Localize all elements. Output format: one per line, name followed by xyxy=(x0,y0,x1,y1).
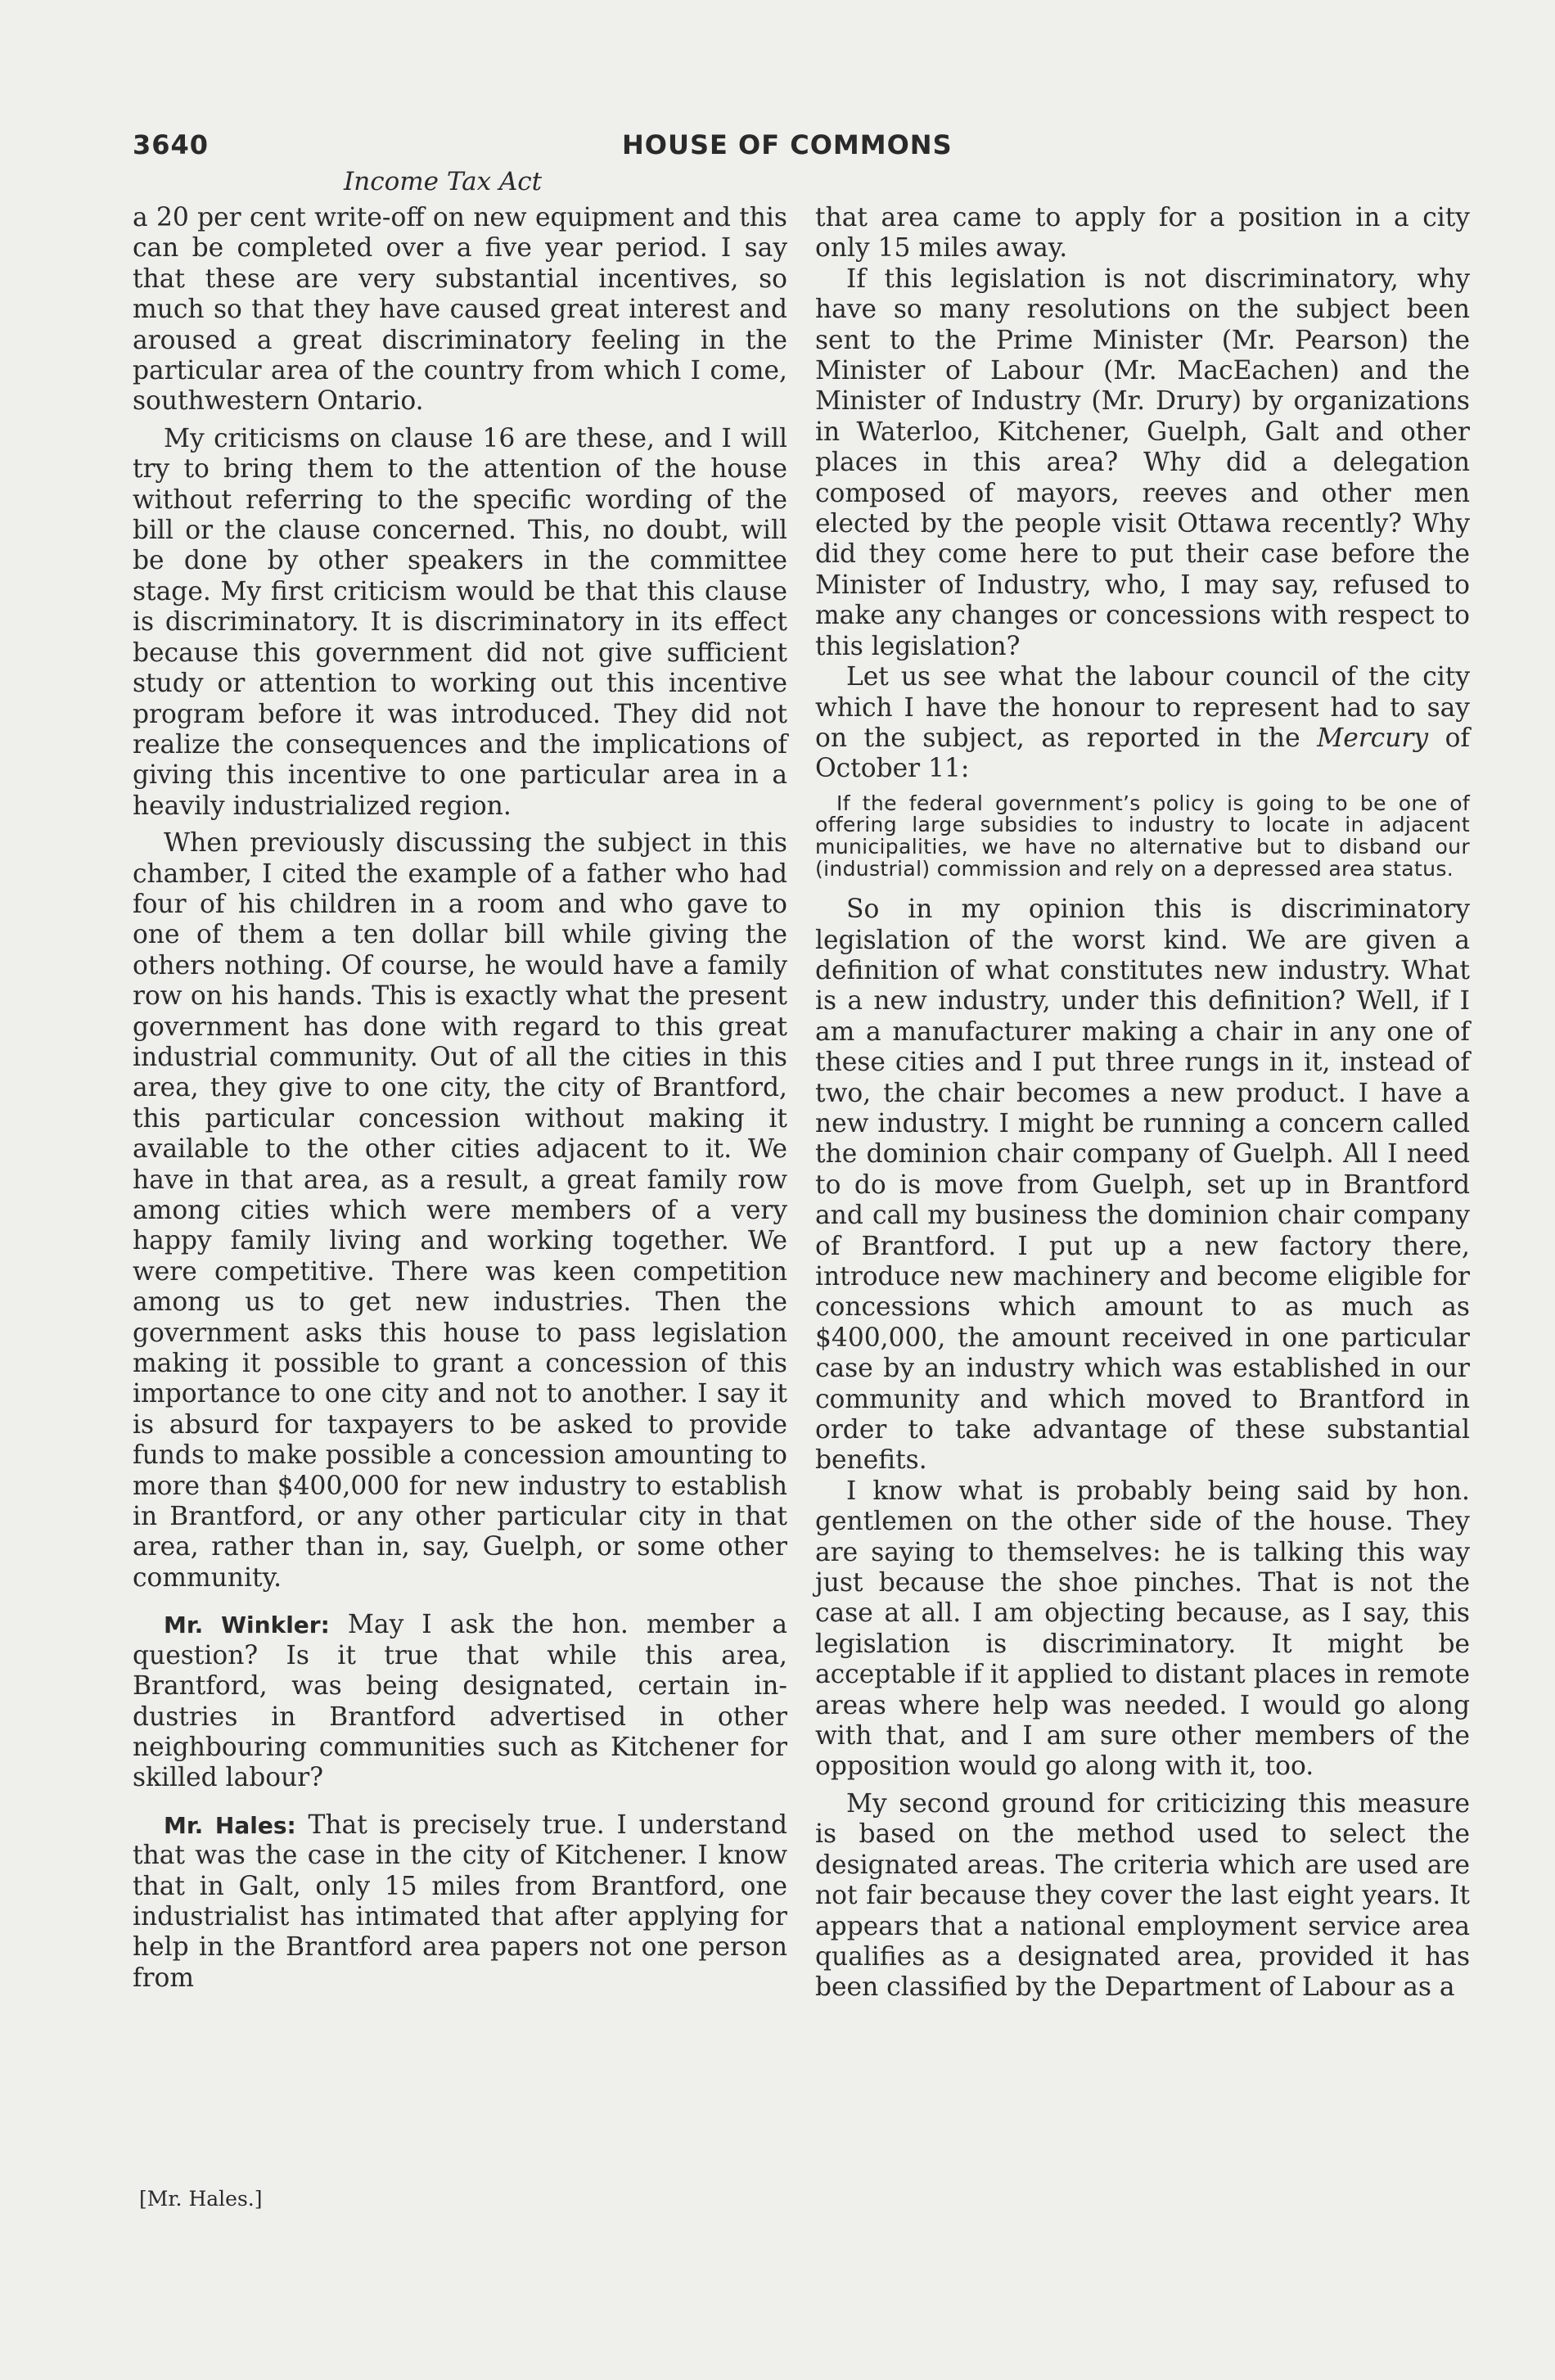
page-number: 3640 xyxy=(133,129,210,160)
paragraph xyxy=(815,662,1470,785)
left-column xyxy=(133,203,787,1994)
paragraph: I know what is probably being said by hon. gentlemen on the other side of the house. They are saying to themselves: he is talking this way just because the shoe pinches. That is not the case at all. I am objecting because, as I say, this legislation is discriminatory. It might be acceptable if it applied to distant places in remote areas where help was needed. I would go along with that, and I am sure other members of the opposition would go along with it, too. xyxy=(815,1476,1470,1782)
paragraph-text: Let us see what the labour council of the city which I have the honour to represent had to say on the subject, as reported in the xyxy=(815,662,1470,753)
block-quote xyxy=(815,793,1470,880)
newspaper-name: Mercury xyxy=(1317,723,1429,753)
page-subtitle: Income Tax Act xyxy=(344,167,543,196)
paragraph: that area came to apply for a position in a city only 15 miles away. xyxy=(815,203,1470,264)
paragraph: a 20 per cent write-off on new equipment and this can be completed over a five year period. I say that these are very substantial incentives, so much so that they have caused great interest and aroused a great discriminatory feeling in the particular area of the country from which I come, southwestern Ontario. xyxy=(133,203,787,417)
paragraph-text: of October 11: xyxy=(815,723,1470,784)
paragraph: My second ground for criticizing this measure is based on the method used to select the designated areas. The criteria which are used are not fair because they cover the last eight years. It appears that a national employment service area qualifies as a designated area, provided it has been classified by the Department of Labour as a xyxy=(815,1788,1470,2003)
paragraph: So in my opinion this is discriminatory legislation of the worst kind. We are given a definition of what constitutes new industry. What is a new industry, under this definition? Well, if I am a manufacturer making a chair in any one of these cities and I put three rungs in it, instead of two, the chair becomes a new product. I have a new industry. I might be running a concern called the dominion chair company of Guelph. All I need to do is move from Guelph, set up in Brantford and call my business the dominion chair company of Brantford. I put up a new factory there, introduce new machinery and become eligible for concessions which amount to as much as $400,000, the amount received in one particular case by an industry which was established in our community and which moved to Brantford in order to take advantage of these substantial benefits. xyxy=(815,895,1470,1476)
speech-hales xyxy=(133,1810,787,1994)
right-column xyxy=(815,203,1470,2004)
paragraph: My criticisms on clause 16 are these, and I will try to bring them to the attention of the house without referring to the specific wording of the bill or the clause concerned. This, no doubt, will be done by other speakers in the committee stage. My first criticism would be that this clause is discriminatory. It is discriminatory in its effect because this government did not give sufficient study or attention to working out this incentive program before it was introduced. They did not realize the consequences and the implications of giving this incentive to one particular area in a heavily industrialized region. xyxy=(133,423,787,821)
speaker-name: Mr. Winkler: xyxy=(164,1611,330,1639)
speech-winkler xyxy=(133,1610,787,1793)
speaker-footer: [Mr. Hales.] xyxy=(139,2187,263,2211)
quote-text: If the federal government’s policy is going to be one of offering large subsidies to industry to locate in adjacent municipalities, we have no alternative but to disband our (industrial) commission and rely on a depressed area status. xyxy=(815,791,1470,881)
paragraph: When previously discussing the subject in this chamber, I cited the example of a father who had four of his children in a room and who gave to one of them a ten dollar bill while giving the others nothing. Of course, he would have a family row on his hands. This is exactly what the present government has done with regard to this great industrial community. Out of all the cities in this area, they give to one city, the city of Brantford, this particular concession without making it available to the other cities adjacent to it. We have in that area, as a result, a great family row among cities which were members of a very happy family living and working together. We were competitive. There was keen competition among us to get new industries. Then the government asks this house to pass legislation making it possible to grant a concession of this importance to one city and not to another. I say it is absurd for taxpayers to be asked to provide funds to make possible a concession amounting to more than $400,000 for new industry to establish in Brantford, or any other particular city in that area, rather than in, say, Guelph, or some other community. xyxy=(133,828,787,1593)
speaker-name: Mr. Hales: xyxy=(164,1811,296,1839)
speech-text: That is precisely true. I understand that was the case in the city of Kitchener. I know that in Galt, only 15 miles from Brantford, one industrialist has intimated that after applying for help in the Brantford area papers not one person from xyxy=(133,1810,787,1993)
page-title: HOUSE OF COMMONS xyxy=(622,129,953,160)
paragraph: If this legislation is not discriminatory, why have so many resolutions on the subject been sent to the Prime Minister (Mr. Pearson) the Minister of Labour (Mr. MacEachen) and the Minister of Industry (Mr. Drury) by organizations in Waterloo, Kitchener, Guelph, Galt and other places in this area? Why did a delegation composed of mayors, reeves and other men elected by the people visit Ottawa recently? Why did they come here to put their case before the Minister of Industry, who, I may say, refused to make any changes or concessions with respect to this legislation? xyxy=(815,264,1470,661)
speech-text: May I ask the hon. member a question? Is it true that while this area, Brantford, was being designated, certain industries in Brantford advertised in other neighbouring communities such as Kitchener for skilled labour? xyxy=(133,1610,787,1793)
